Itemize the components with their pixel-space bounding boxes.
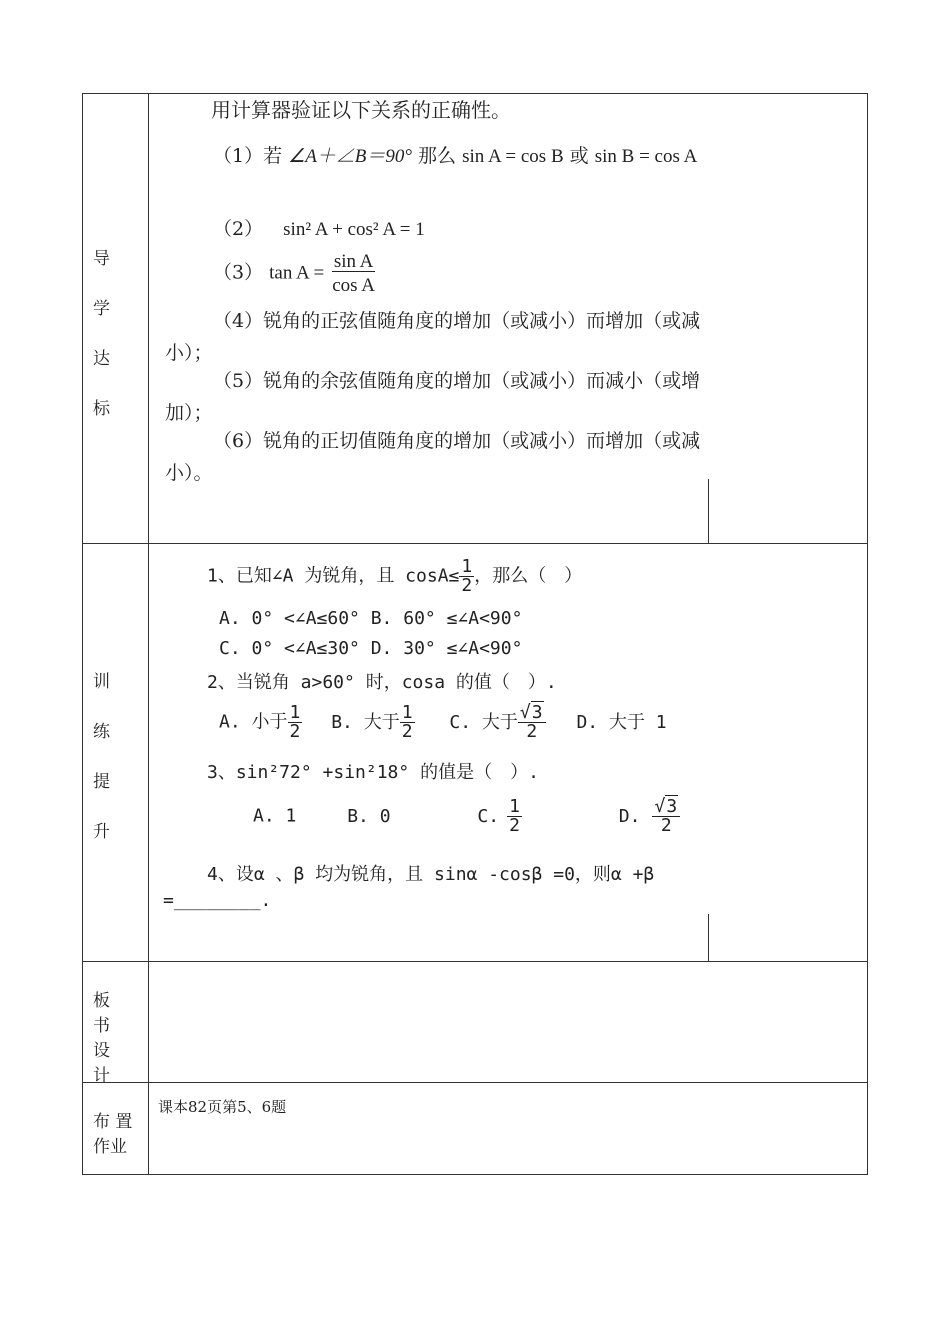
option-c: C.: [477, 805, 500, 827]
option-b: B. 0: [347, 805, 391, 827]
guide-content: [149, 94, 709, 543]
radicand: 3: [531, 702, 543, 723]
fraction-denominator: 2: [526, 721, 538, 742]
row-divider: [83, 1082, 867, 1083]
training-content: [149, 544, 709, 961]
question-3-options: [253, 798, 680, 835]
guide-item-2: [213, 214, 425, 241]
item-number: （2）: [213, 218, 264, 240]
fraction: [518, 704, 546, 741]
label-char: 书: [93, 1016, 110, 1036]
item-text: 或: [569, 145, 589, 167]
question-text: ，那么（ ）: [474, 565, 583, 587]
option-a: A. 小于: [219, 711, 288, 733]
label-char: 设: [93, 1041, 110, 1061]
section-label-guide: [83, 94, 148, 543]
question-2-options: [219, 704, 667, 741]
formula: sin² A + cos² A = 1: [283, 219, 425, 240]
guide-item-5: （5）锐角的余弦值随角度的增加（或减小）而减小（或增: [213, 370, 701, 392]
tan-fraction: [330, 252, 377, 295]
guide-item-6: （6）锐角的正切值随角度的增加（或减小）而增加（或减: [213, 430, 701, 452]
question-text: 1、已知∠A 为锐角，且 cosA≤: [207, 565, 460, 587]
option-d: D. 大于 1: [576, 711, 667, 733]
fraction-denominator: 2: [660, 815, 672, 836]
label-char: 计: [93, 1066, 110, 1086]
item-number: （1）: [213, 145, 264, 167]
label-char: 练: [93, 722, 110, 742]
guide-item-5-cont: 加）；: [165, 402, 213, 424]
sqrt-3: √3: [652, 798, 680, 817]
formula: sin B = cos A: [594, 146, 698, 167]
homework-content: 课本82页第5、6题: [158, 1098, 287, 1116]
guide-item-4: （4）锐角的正弦值随角度的增加（或减小）而增加（或减: [213, 310, 701, 332]
item-text: 那么: [418, 145, 457, 167]
fraction-numerator: 1: [401, 702, 413, 723]
sqrt-3: √3: [518, 704, 546, 723]
fraction-numerator: 1: [461, 556, 473, 577]
option-b: B. 大于: [331, 711, 400, 733]
fraction: [652, 798, 680, 835]
label-char: 达: [93, 349, 110, 369]
fraction-numerator: 1: [289, 702, 301, 723]
question-3: 3、sin²72° +sin²18° 的值是（ ）.: [207, 762, 539, 783]
formula: ∠A＋∠B＝90°: [288, 146, 412, 167]
item-number: （3）: [213, 261, 264, 284]
option-d: D.: [618, 805, 641, 827]
formula: sin A = cos B: [462, 146, 564, 167]
guide-intro: 用计算器验证以下关系的正确性。: [211, 98, 511, 122]
guide-item-4-cont: 小）；: [165, 342, 213, 364]
guide-item-1: [213, 141, 697, 168]
guide-item-3: [213, 252, 377, 295]
fraction-numerator: 1: [509, 796, 520, 817]
option-c: C. 大于: [449, 711, 518, 733]
label-char: 标: [93, 399, 110, 419]
fraction-denominator: 2: [509, 815, 520, 836]
label-char: 学: [93, 299, 110, 319]
fraction-denominator: 2: [401, 721, 413, 742]
fraction-denominator: cos A: [332, 275, 375, 296]
label-line: 作业: [93, 1137, 127, 1157]
fraction-denominator: 2: [289, 721, 301, 742]
section-label-homework: [83, 1083, 148, 1175]
fraction: [288, 704, 303, 741]
radicand: 3: [666, 796, 678, 817]
label-char: 导: [93, 249, 110, 269]
item-text: 若: [263, 145, 283, 167]
question-1: [207, 558, 582, 595]
option-a: A. 1: [253, 805, 297, 827]
label-char: 板: [93, 991, 110, 1011]
question-4: 4、设α 、β 均为锐角，且 sinα -cosβ =0，则α +β: [207, 864, 655, 885]
fraction-denominator: 2: [461, 575, 473, 596]
lesson-table: [82, 93, 868, 1175]
question-2: 2、当锐角 a>60° 时，cosa 的值（ ）.: [207, 672, 557, 693]
fraction: [459, 558, 474, 595]
fraction-numerator: sin A: [333, 251, 374, 272]
fraction: [507, 798, 522, 835]
question-4-answer-blank: =________.: [163, 890, 272, 911]
fraction: [400, 704, 415, 741]
guide-item-6-cont: 小）。: [165, 462, 213, 484]
label-char: 升: [93, 822, 110, 842]
formula: tan A =: [269, 262, 325, 284]
question-1-options-ab: A. 0° <∠A≤60° B. 60° ≤∠A<90°: [219, 608, 523, 629]
question-1-options-cd: C. 0° <∠A≤30° D. 30° ≤∠A<90°: [219, 638, 523, 659]
label-char: 提: [93, 772, 110, 792]
row-divider: [83, 961, 867, 962]
label-line: 布 置: [93, 1112, 133, 1132]
section-label-training: [83, 543, 148, 961]
section-label-board-design: [83, 962, 148, 1086]
label-char: 训: [93, 672, 110, 692]
